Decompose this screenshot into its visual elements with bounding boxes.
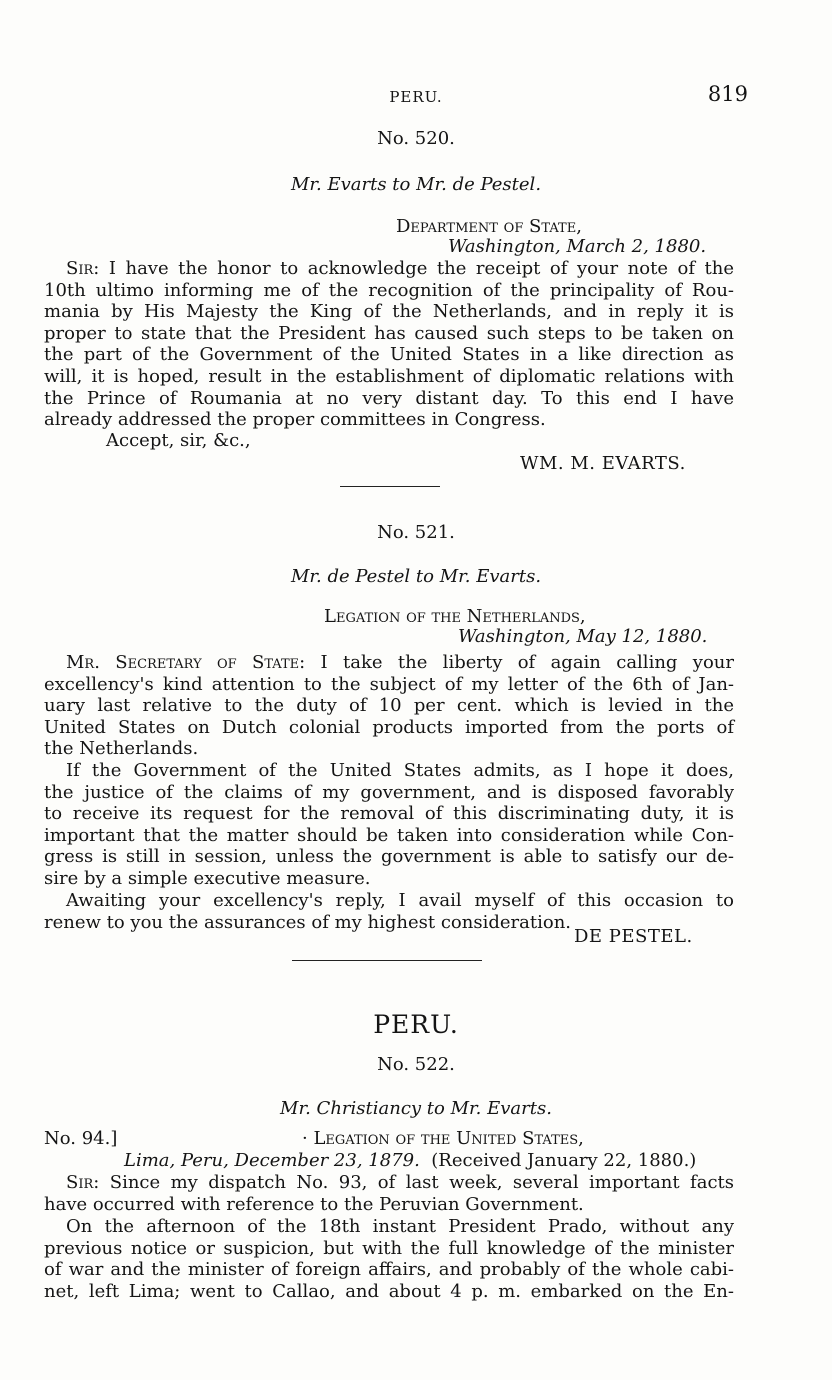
salutation: Sir: [66,258,100,279]
body-line: Awaiting your excellency's reply, I avail myself of this occasion to [66,890,734,911]
page-number: 819 [707,82,748,106]
body-line: already addressed the proper committees in Congress. [44,409,546,431]
body-line: 10th ultimo informing me of the recognition of the principality of Rou- [44,279,734,301]
letter-521-title: Mr. de Pestel to Mr. Evarts. [290,566,542,587]
body-line: net, left Lima; went to Callao, and about 4 p. m. embarked on the En- [44,1280,734,1302]
letter-522-paragraph-1 [44,1172,734,1215]
body-line: previous notice or suspicion, but with the full knowledge of the minister [44,1237,734,1259]
divider-rule [340,486,440,487]
letter-521-signature: DE PESTEL. [574,926,693,947]
letter-522-dateline [124,1150,696,1171]
letter-520-signature: WM. M. EVARTS. [520,453,686,474]
divider-rule [292,960,482,961]
body-line: the Netherlands. [44,738,199,760]
body-line: uary last relative to the duty of 10 per cent. which is levied in the [44,695,734,717]
section-title: PERU. [373,1010,459,1039]
dispatch-reference: No. 94.] [44,1128,118,1149]
body-line: If the Government of the United States admits, as I hope it does, [66,760,734,781]
body-line: to receive its request for the removal of this discriminating duty, it is [44,803,734,825]
letter-520-body [44,258,734,431]
body-line: On the afternoon of the 18th instant President Prado, without any [66,1216,734,1237]
salutation: Sir: [66,1172,100,1193]
letter-520-date: Washington, March 2, 1880. [448,236,707,257]
body-line: proper to state that the President has caused such steps to be taken on [44,322,734,344]
body-line: Sir: Since my dispatch No. 93, of last week, several important facts [66,1172,734,1193]
body-line: the justice of the claims of my government, and is disposed favorably [44,781,734,803]
received-note: (Received January 22, 1880.) [431,1150,697,1171]
body-line: Mr. Secretary of State: I take the liberty of again calling your [66,652,734,673]
body-line: excellency's kind attention to the subject of my letter of the 6th of Jan- [44,673,734,695]
letter-521-number: No. 521. [377,522,455,543]
letter-521-paragraph-2 [44,760,734,890]
letter-520-title: Mr. Evarts to Mr. de Pestel. [290,174,542,195]
letter-521-paragraph-1 [44,652,734,760]
body-line: the part of the Government of the United States in a like direction as [44,344,734,366]
body-line: have occurred with reference to the Peruvian Government. [44,1193,584,1215]
body-line: sire by a simple executive measure. [44,867,371,889]
running-header: PERU. [389,88,443,106]
letter-521-date: Washington, May 12, 1880. [458,626,708,647]
letter-521-place: Legation of the Netherlands, [324,606,586,627]
body-line: of war and the minister of foreign affairs, and probably of the whole cabi- [44,1259,734,1281]
letter-522-title: Mr. Christiancy to Mr. Evarts. [280,1098,552,1119]
letter-520-closing: Accept, sir, &c., [106,430,251,451]
body-line: mania by His Majesty the King of the Netherlands, and in reply it is [44,301,734,323]
body-line: will, it is hoped, result in the establishment of diplomatic relations with [44,365,734,387]
salutation: Mr. Secretary of State: [66,652,306,673]
body-line: important that the matter should be taken into consideration while Con- [44,824,734,846]
letter-520-number: No. 520. [377,128,455,149]
body-line: gress is still in session, unless the government is able to satisfy our de- [44,846,734,868]
letter-522-number: No. 522. [377,1054,455,1075]
body-line: Sir: I have the honor to acknowledge the receipt of your note of the [66,258,734,279]
letter-520-place: Department of State, [396,216,582,237]
dateline: Lima, Peru, December 23, 1879. [124,1150,420,1171]
body-line: United States on Dutch colonial products imported from the ports of [44,716,734,738]
body-line: the Prince of Roumania at no very distant day. To this end I have [44,387,734,409]
letter-522-place: · Legation of the United States, [302,1128,584,1149]
body-line: renew to you the assurances of my highest consideration. [44,911,572,933]
letter-522-paragraph-2 [44,1216,734,1302]
